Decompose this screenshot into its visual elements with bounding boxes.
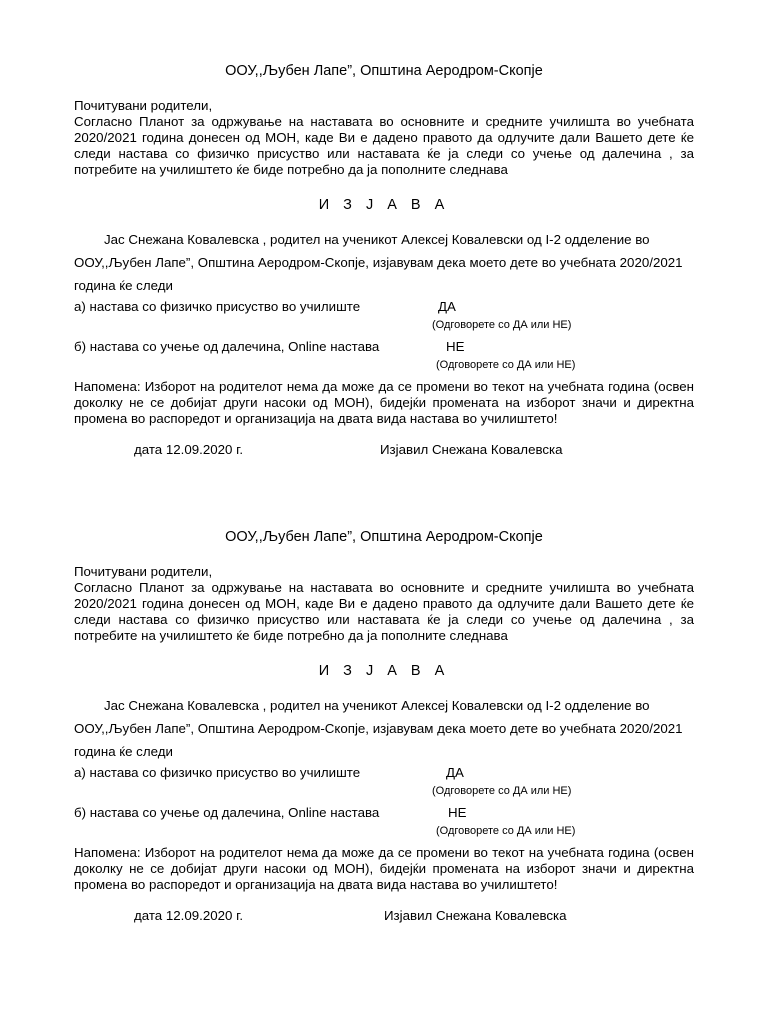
option-a-hint: (Одговорете со ДА или НЕ) — [432, 785, 572, 797]
option-a-answer: ДА — [438, 299, 456, 314]
option-a-row — [74, 763, 694, 783]
option-b-hint: (Одговорете со ДА или НЕ) — [436, 359, 576, 371]
intro-paragraph: Согласно Планот за одржување на наставата во основните и средните училишта во учебната 2020/2021 година донесен од МОН, каде Ви е дадено правото да одлучите дали Вашето дете ќе следи настава со физичко присуство или наставата ќе ја следи со учење од далечина , за потребите на училиштето ќе биде потребно да ја пополните следнава — [74, 580, 694, 643]
option-a-answer: ДА — [446, 765, 464, 780]
note-paragraph: Напомена: Изборот на родителот нема да може да се промени во текот на учебната година (освен доколку не се добијат други насоки од МОН), бидејќи промената на изборот значи и директна промена во распоредот и организација на двата вида настава во училиштето! — [74, 379, 694, 426]
option-b-answer: НЕ — [448, 805, 467, 820]
signature-row — [74, 906, 694, 926]
note-paragraph: Напомена: Изборот на родителот нема да може да се промени во текот на учебната година (освен доколку не се добијат други насоки од МОН), бидејќи промената на изборот значи и директна промена во распоредот и организација на двата вида настава во училиштето! — [74, 845, 694, 892]
option-a-hint-row — [74, 783, 694, 799]
option-a-label: а) настава со физичко присуство во училиште — [74, 765, 361, 780]
date-text: дата 12.09.2020 г. — [134, 442, 244, 457]
option-a-hint: (Одговорете со ДА или НЕ) — [432, 319, 572, 331]
declaration-paragraph — [74, 228, 694, 297]
salutation: Почитувани родители, — [74, 98, 213, 113]
signed-by-text: Изјавил Снежана Ковалевска — [380, 442, 563, 457]
declaration-title: И З Ј А В А — [318, 197, 450, 213]
option-b-label: б) настава со учење од далечина, Online настава — [74, 805, 380, 820]
school-header: ООУ,,Љубен Лапе”, Општина Аеродром-Скопје — [225, 63, 543, 79]
signed-by-text: Изјавил Снежана Ковалевска — [384, 908, 567, 923]
declaration-text: Јас Снежана Ковалевска , родител на ученикот Алексеј Ковалевски од I-2 одделение во ООУ,,Љубен Лапе”, Општина Аеродром-Скопје, изјавувам дека моето дете во учебната 2020/2021 година ќе следи — [74, 232, 683, 293]
declaration-text: Јас Снежана Ковалевска , родител на ученикот Алексеј Ковалевски од I-2 одделение во ООУ,,Љубен Лапе”, Општина Аеродром-Скопје, изјавувам дека моето дете во учебната 2020/2021 година ќе следи — [74, 698, 683, 759]
option-b-hint: (Одговорете со ДА или НЕ) — [436, 825, 576, 837]
salutation: Почитувани родители, — [74, 564, 213, 579]
declaration-paragraph — [74, 694, 694, 763]
option-a-label: а) настава со физичко присуство во училиште — [74, 299, 361, 314]
date-text: дата 12.09.2020 г. — [134, 908, 244, 923]
option-a-hint-row — [74, 317, 694, 333]
declaration-form-2 — [74, 528, 694, 926]
option-b-hint-row — [74, 357, 694, 373]
school-header: ООУ,,Љубен Лапе”, Општина Аеродром-Скопје — [225, 529, 543, 545]
declaration-form-1 — [74, 62, 694, 460]
option-b-row — [74, 803, 694, 823]
option-a-row — [74, 297, 694, 317]
option-b-label: б) настава со учење од далечина, Online настава — [74, 339, 380, 354]
option-b-answer: НЕ — [446, 339, 465, 354]
intro-paragraph: Согласно Планот за одржување на наставата во основните и средните училишта во учебната 2020/2021 година донесен од МОН, каде Ви е дадено правото да одлучите дали Вашето дете ќе следи настава со физичко присуство или наставата ќе ја следи со учење од далечина , за потребите на училиштето ќе биде потребно да ја пополните следнава — [74, 114, 694, 177]
option-b-hint-row — [74, 823, 694, 839]
option-b-row — [74, 337, 694, 357]
declaration-title: И З Ј А В А — [318, 663, 450, 679]
signature-row — [74, 440, 694, 460]
